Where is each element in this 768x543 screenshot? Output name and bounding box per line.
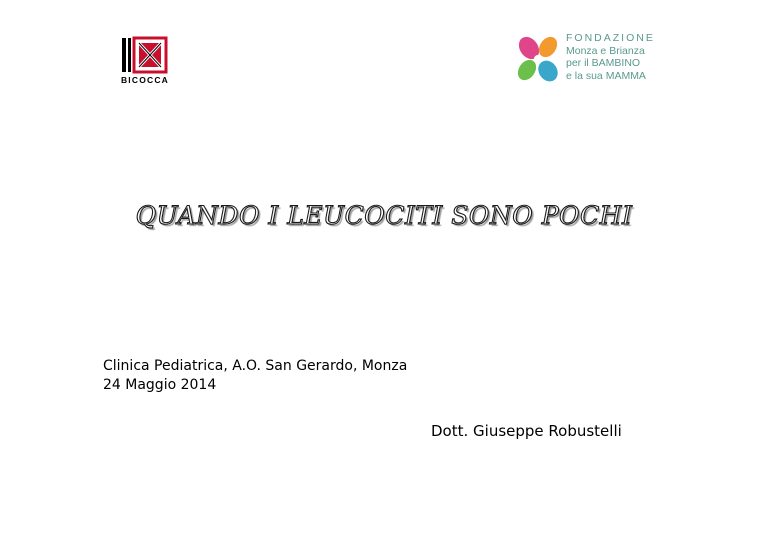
foundation-line-1: FONDAZIONE: [566, 32, 655, 44]
event-location: Clinica Pediatrica, A.O. San Gerardo, Monza: [103, 358, 408, 374]
foundation-line-3: per il BAMBINO: [566, 57, 641, 69]
foundation-flower-icon: [514, 34, 562, 84]
event-info: [103, 357, 407, 395]
event-date: 24 Maggio 2014: [103, 377, 217, 393]
foundation-logo: [514, 32, 664, 84]
university-seal-icon: [120, 35, 168, 75]
university-logo: [120, 35, 170, 87]
university-seal-text: BICOCCA: [120, 75, 170, 85]
foundation-line-4: e la sua MAMMA: [566, 69, 646, 82]
foundation-line-2: Monza e Brianza: [566, 44, 645, 57]
slide-title: QUANDO I LEUCOCITI SONO POCHI: [135, 201, 633, 230]
foundation-name: [566, 32, 655, 82]
author-name: Dott. Giuseppe Robustelli: [431, 422, 622, 440]
